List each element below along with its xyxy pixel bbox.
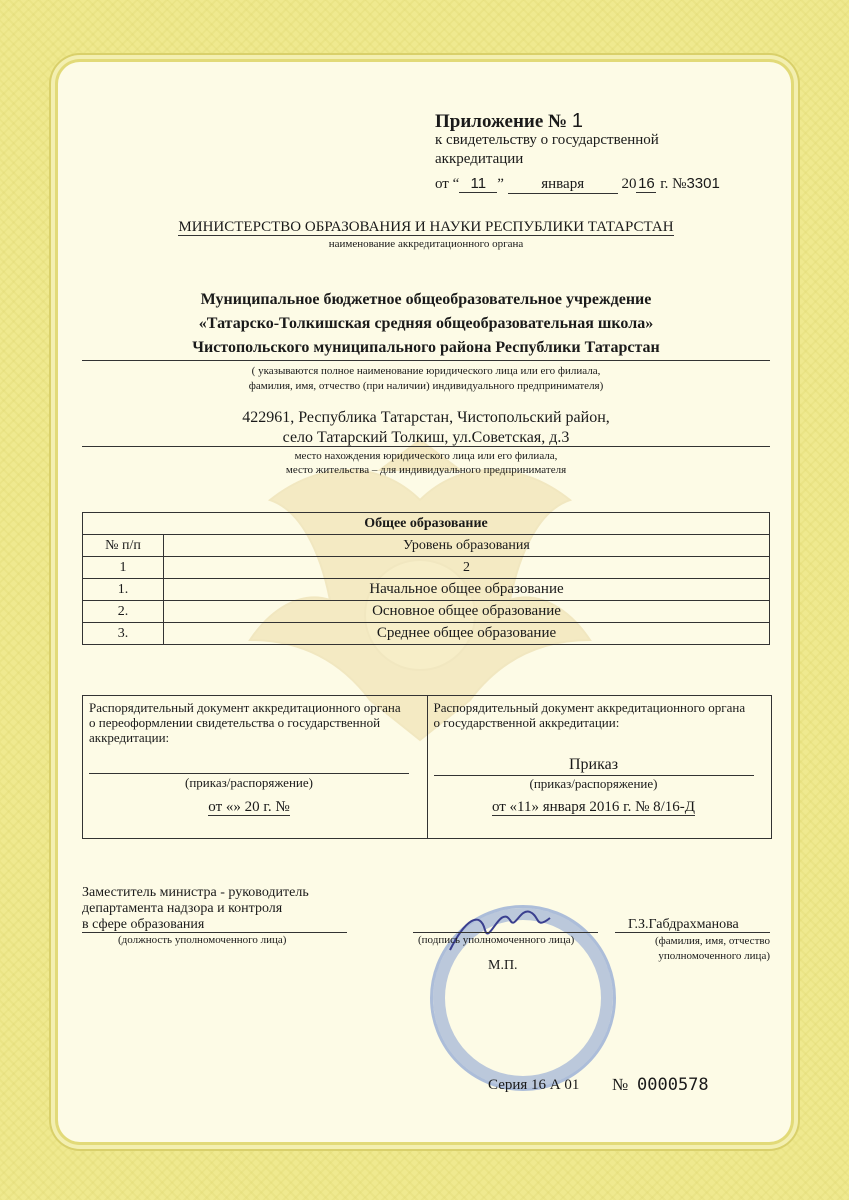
- institution-name: Муниципальное бюджетное общеобразовательное учреждение «Татарско-Толкишская средняя общеобразовательная школа» Чистопольского муниципального района Республики Татарстан: [192, 291, 660, 356]
- form-series: Серия 16 А 01: [488, 1077, 580, 1093]
- name-caption: (фамилия, имя, отчество уполномоченного лица): [654, 935, 770, 962]
- signatory-position: Заместитель министра - руководитель департамента надзора и контроля в сфере образования: [82, 885, 309, 932]
- accreditation-date: от «11» января 2016 г. № 8/16-Д: [491, 799, 696, 815]
- table-row: 2. Основное общее образование: [83, 601, 770, 623]
- form-number-label: №: [612, 1075, 629, 1094]
- column-number: 2: [164, 557, 770, 579]
- signatory-name: Г.З.Габдрахманова: [628, 917, 739, 932]
- table-title: Общее образование: [83, 513, 770, 535]
- reissue-date: от «» 20 г. №: [208, 799, 290, 815]
- accreditation-doc-type: Приказ: [568, 756, 619, 773]
- column-header: № п/п: [83, 535, 164, 557]
- divider: [82, 360, 770, 361]
- appendix-date-line: от “ 11 ” января 20 16 г. №3301: [435, 175, 720, 192]
- authority-name: МИНИСТЕРСТВО ОБРАЗОВАНИЯ И НАУКИ РЕСПУБЛИКИ ТАТАРСТАН: [178, 219, 674, 235]
- education-levels-table: [82, 512, 770, 645]
- accreditation-caption: (приказ/распоряжение): [529, 776, 658, 791]
- reissue-document: [83, 696, 427, 838]
- column-number: 1: [83, 557, 164, 579]
- appendix-title: Приложение № 1: [435, 110, 583, 132]
- table-row: 1. Начальное общее образование: [83, 579, 770, 601]
- table-row: 3. Среднее общее образование: [83, 623, 770, 645]
- signature-icon: [445, 900, 555, 960]
- reissue-caption: (приказ/распоряжение): [185, 775, 313, 790]
- position-caption: (должность уполномоченного лица): [118, 934, 287, 946]
- form-number: 0000578: [637, 1075, 709, 1095]
- administrative-documents: [82, 695, 772, 839]
- accreditation-document: [427, 696, 772, 838]
- column-header: Уровень образования: [164, 535, 770, 557]
- address: 422961, Республика Татарстан, Чистопольский район, село Татарский Толкиш, ул.Советская, д.3: [242, 409, 610, 446]
- appendix-line-2: аккредитации: [435, 151, 524, 167]
- reissue-text: Распорядительный документ аккредитационного органа о переоформлении свидетельства о государственной аккредитации:: [89, 700, 401, 745]
- authority-caption: наименование аккредитационного органа: [328, 238, 524, 250]
- divider: [82, 446, 770, 447]
- accreditation-text: Распорядительный документ аккредитационного органа о государственной аккредитации:: [433, 700, 746, 730]
- signature-caption: (подпись уполномоченного лица): [418, 934, 575, 946]
- stamp-place: М.П.: [488, 958, 518, 973]
- address-caption: место нахождения юридического лица или его филиала, место жительства – для индивидуального предпринимателя: [285, 450, 567, 476]
- appendix-line-1: к свидетельству о государственной: [435, 132, 659, 148]
- institution-caption: ( указываются полное наименование юридического лица или его филиала, фамилия, имя, отчество (при наличии) индивидуального предпринимателя): [248, 365, 604, 392]
